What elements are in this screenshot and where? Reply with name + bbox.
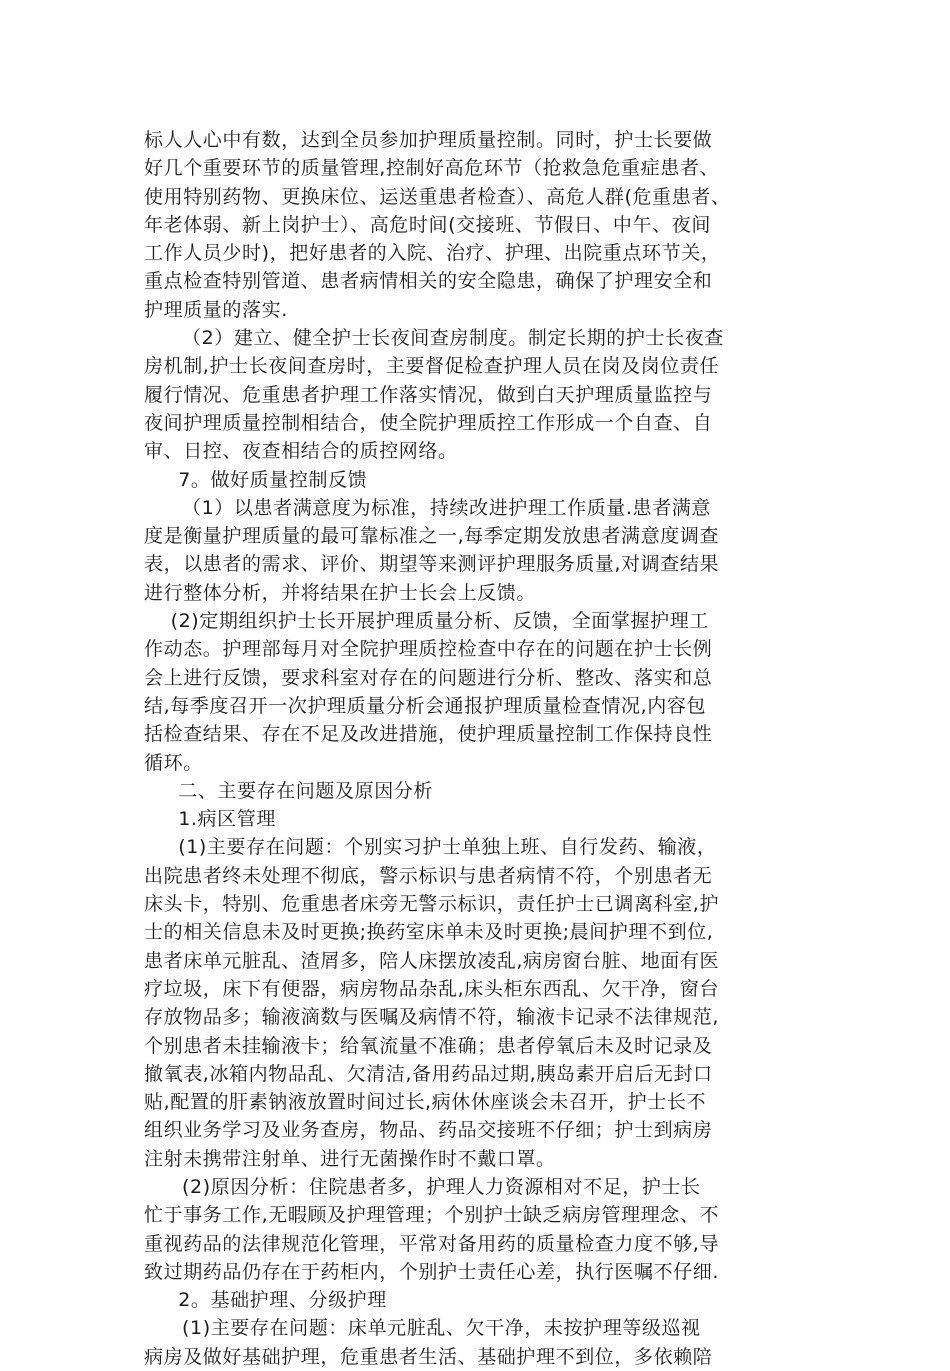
text-line: 使用特别药物、更换床位、运送重患者检查）、高危人群(危重患者、 bbox=[144, 185, 731, 208]
text-line: 循环。 bbox=[144, 751, 203, 774]
text-line: 1.病区管理 bbox=[178, 808, 276, 831]
text-line: 忙于事务工作,无暇顾及护理管理；个别护士缺乏病房管理理念、不 bbox=[144, 1204, 720, 1227]
text-line: 作动态。护理部每月对全院护理质控检查中存在的问题在护士长例 bbox=[144, 638, 713, 661]
text-line: 床头卡，特别、危重患者床旁无警示标识，责任护士已调离科室,护 bbox=[144, 893, 720, 916]
text-line: 患者床单元脏乱、渣屑多，陪人床摆放凌乱,病房窗台脏、地面有医 bbox=[144, 949, 720, 972]
text-line: 履行情况、危重患者护理工作落实情况，做到白天护理质量监控与 bbox=[144, 383, 713, 406]
text-line: 注射未携带注射单、进行无菌操作时不戴口罩。 bbox=[144, 1147, 556, 1170]
text-line: 7。做好质量控制反馈 bbox=[178, 468, 368, 491]
text-line: 士的相关信息未及时更换;换药室床单未及时更换;晨间护理不到位, bbox=[144, 921, 714, 944]
text-line: 二、主要存在问题及原因分析 bbox=[178, 779, 433, 802]
text-line: 贴,配置的肝素钠液放置时间过长,病休休座谈会未召开，护士长不 bbox=[144, 1091, 707, 1114]
text-line: 工作人员少时)，把好患者的入院、治疗、护理、出院重点环节关， bbox=[144, 242, 721, 265]
text-line: 出院患者终未处理不彻底，警示标识与患者病情不符，个别患者无 bbox=[144, 864, 713, 887]
text-line: 括检查结果、存在不足及改进措施，使护理质量控制工作保持良性 bbox=[144, 723, 713, 746]
text-line: 疗垃圾，床下有便器，病房物品杂乱,床头柜东西乱、欠干净，窗台 bbox=[144, 977, 720, 1000]
text-line: 度是衡量护理质量的最可靠标准之一,每季定期发放患者满意度调查 bbox=[144, 525, 720, 548]
text-line: 会上进行反馈，要求科室对存在的问题进行分析、整改、落实和总 bbox=[144, 666, 713, 689]
text-line: 病房及做好基础护理，危重患者生活、基础护理不到位，多依赖陪 bbox=[144, 1345, 713, 1368]
text-line: (1)主要存在问题：床单元脏乱、欠干净，未按护理等级巡视 bbox=[182, 1317, 701, 1340]
text-line: 个别患者未挂输液卡；给氧流量不准确；患者停氧后未及时记录及 bbox=[144, 1034, 713, 1057]
body-text bbox=[144, 126, 804, 1371]
text-line: 护理质量的落实. bbox=[144, 298, 288, 321]
text-line: 标人人心中有数，达到全员参加护理质量控制。同时，护士长要做 bbox=[144, 129, 713, 151]
text-line: (2)定期组织护士长开展护理质量分析、反馈，全面掌握护理工 bbox=[170, 610, 709, 633]
text-line: 存放物品多；输液滴数与医嘱及病情不符，输液卡记录不法律规范, bbox=[144, 1006, 720, 1029]
text-line: (1)主要存在问题：个别实习护士单独上班、自行发药、输液， bbox=[178, 836, 717, 859]
text-line: （1）以患者满意度为标准，持续改进护理工作质量.患者满意 bbox=[182, 496, 711, 519]
text-line: 2。基础护理、分级护理 bbox=[178, 1289, 387, 1312]
text-line: 表，以患者的需求、评价、期望等来测评护理服务质量,对调查结果 bbox=[144, 553, 720, 576]
text-line: 房机制,护士长夜间查房时，主要督促检查护理人员在岗及岗位责任 bbox=[144, 355, 720, 378]
text-line: 进行整体分析，并将结果在护士长会上反馈。 bbox=[144, 581, 537, 604]
text-line: 组织业务学习及业务查房，物品、药品交接班不仔细；护士到病房 bbox=[144, 1119, 713, 1142]
text-line: 结,每季度召开一次护理质量分析会通报护理质量检查情况,内容包 bbox=[144, 694, 707, 717]
text-line: 审、日控、夜查相结合的质控网络。 bbox=[144, 440, 458, 463]
text-line: （2）建立、健全护士长夜间查房制度。制定长期的护士长夜查 bbox=[182, 327, 724, 350]
text-line: 夜间护理质量控制相结合，使全院护理质控工作形成一个自查、自 bbox=[144, 411, 713, 434]
text-line: 重视药品的法律规范化管理，平常对备用药的质量检查力度不够,导 bbox=[144, 1232, 720, 1255]
text-line: 撤氧表,冰箱内物品乱、欠清洁,备用药品过期,胰岛素开启后无封口 bbox=[144, 1062, 713, 1085]
text-line: (2)原因分析：住院患者多，护理人力资源相对不足，护士长 bbox=[182, 1175, 701, 1198]
text-line: 好几个重要环节的质量管理,控制好高危环节（抢救急危重症患者、 bbox=[144, 157, 720, 180]
text-line: 重点检查特别管道、患者病情相关的安全隐患，确保了护理安全和 bbox=[144, 270, 713, 293]
text-line: 致过期药品仍存在于药柜内，个别护士责任心差，执行医嘱不仔细. bbox=[144, 1260, 720, 1283]
text-line: 年老体弱、新上岗护士）、高危时间(交接班、节假日、中午、夜间 bbox=[144, 213, 711, 236]
